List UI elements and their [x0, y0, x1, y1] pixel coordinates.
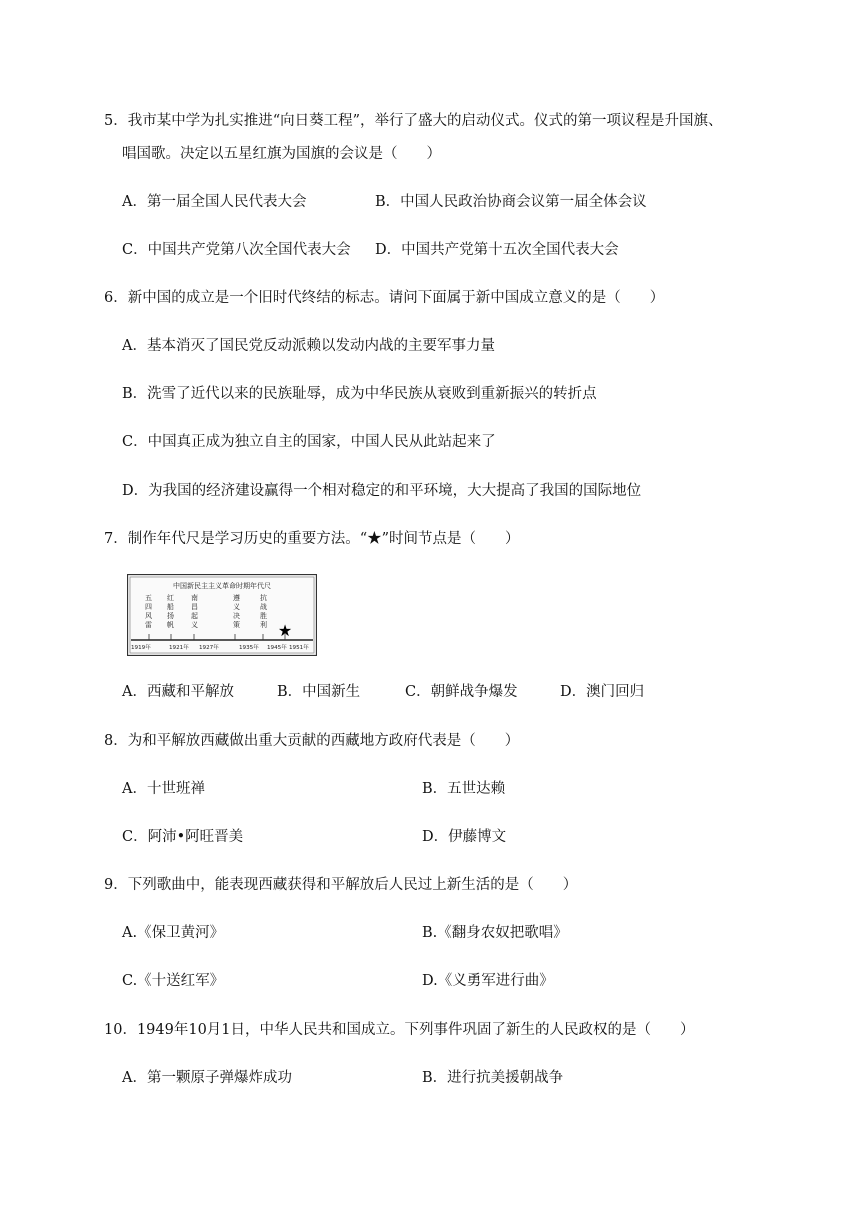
- q7-stem: 7．制作年代尺是学习历史的重要方法。“★”时间节点是（ ）: [104, 531, 520, 547]
- q9-option-c: C.《十送红军》: [122, 973, 225, 989]
- q10-option-b: B．进行抗美援朝战争: [422, 1070, 564, 1086]
- timeline-year-label: 1935年: [239, 645, 259, 651]
- q7-option-a: A．西藏和平解放: [122, 684, 234, 700]
- timeline-year-label: 1921年: [169, 645, 189, 651]
- timeline-year-label: 1945年: [267, 645, 287, 651]
- q5-option-a: A．第一届全国人民代表大会: [122, 194, 307, 210]
- q8-option-a: A．十世班禅: [122, 781, 205, 797]
- q10-option-a: A．第一颗原子弹爆炸成功: [122, 1070, 292, 1086]
- timeline-event-label: 遵义决策: [233, 594, 240, 629]
- q8-option-d: D．伊藤博文: [422, 829, 507, 845]
- q7-option-d: D．澳门回归: [560, 684, 645, 700]
- timeline-event-label: 南昌起义: [191, 594, 198, 629]
- q10-stem: 10．1949年10月1日，中华人民共和国成立。下列事件巩固了新生的人民政权的是（ ）: [104, 1022, 695, 1038]
- timeline-year-label: 1951年: [289, 645, 309, 651]
- timeline-event-label: 抗战胜利: [260, 594, 267, 629]
- q5-option-c: C．中国共产党第八次全国代表大会: [122, 242, 351, 258]
- q5-option-b: B．中国人民政治协商会议第一届全体会议: [375, 194, 647, 210]
- q8-option-b: B．五世达赖: [422, 781, 506, 797]
- q6-option-c: C．中国真正成为独立自主的国家，中国人民从此站起来了: [122, 434, 496, 450]
- q9-stem: 9．下列歌曲中，能表现西藏获得和平解放后人民过上新生活的是（ ）: [104, 877, 578, 893]
- timeline-title: 中国新民主主义革命时期年代尺: [173, 582, 271, 590]
- q9-option-d: D.《义勇军进行曲》: [422, 973, 554, 989]
- q7-option-c: C．朝鲜战争爆发: [405, 684, 518, 700]
- q8-option-c: C．阿沛•阿旺晋美: [122, 829, 244, 845]
- q6-option-b: B．洗雪了近代以来的民族耻辱，成为中华民族从衰败到重新振兴的转折点: [122, 386, 597, 402]
- q7-option-b: B．中国新生: [277, 684, 361, 700]
- q6-option-d: D．为我国的经济建设赢得一个相对稳定的和平环境，大大提高了我国的国际地位: [122, 483, 642, 499]
- star-marker: ★: [277, 621, 293, 640]
- timeline-year-label: 1919年: [131, 645, 151, 651]
- q5-stem-line1: 5．我市某中学为扎实推进“向日葵工程”，举行了盛大的启动仪式。仪式的第一项议程是升国旗、: [104, 113, 723, 129]
- q6-stem: 6．新中国的成立是一个旧时代终结的标志。请问下面属于新中国成立意义的是（ ）: [104, 290, 665, 306]
- timeline-year-label: 1927年: [199, 645, 219, 651]
- q9-option-b: B.《翻身农奴把歌唱》: [422, 925, 568, 941]
- q9-option-a: A.《保卫黄河》: [122, 925, 225, 941]
- q8-stem: 8．为和平解放西藏做出重大贡献的西藏地方政府代表是（ ）: [104, 733, 520, 749]
- timeline-event-label: 红船扬帆: [167, 594, 174, 629]
- q6-option-a: A．基本消灭了国民党反动派赖以发动内战的主要军事力量: [122, 338, 495, 354]
- timeline-figure: [127, 574, 317, 656]
- timeline-event-label: 五四风雷: [145, 594, 152, 629]
- q5-option-d: D．中国共产党第十五次全国代表大会: [375, 242, 619, 258]
- q5-stem-line2: 唱国歌。决定以五星红旗为国旗的会议是（ ）: [122, 146, 441, 162]
- timeline-svg: [127, 574, 317, 656]
